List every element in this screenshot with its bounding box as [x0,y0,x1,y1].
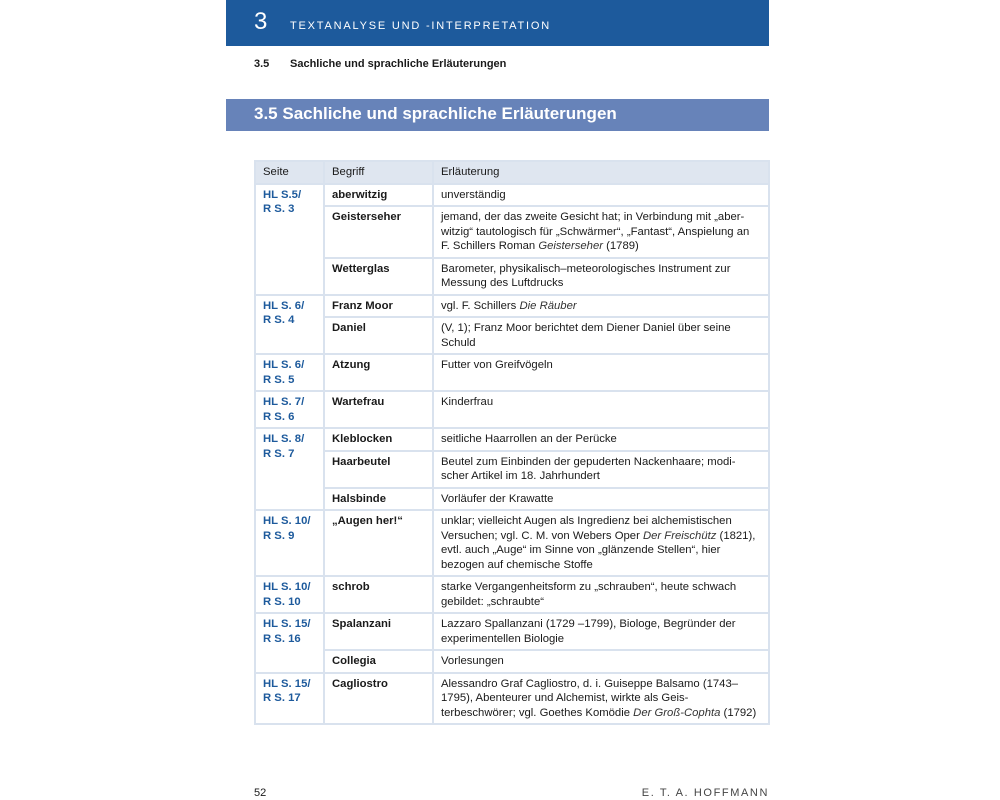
table-row [255,613,769,650]
term: „Augen her!“ [324,510,433,576]
table-row [255,317,769,354]
explanation-text: seitliche Haarrollen an der Perücke [441,433,617,445]
explanation-text: Alessandro Graf Cagliostro, d. i. Guiseppe Balsamo (1743–1795), Abenteurer und Alchemist, wirkte als Geis-terbeschwörer; vgl. Goethes Komödie [441,677,739,719]
page-reference [255,428,324,510]
explanation [433,428,769,451]
page-reference [255,295,324,355]
page-reference [255,576,324,613]
work-title: Geisterseher [538,240,603,252]
page-reference [255,673,324,725]
page-reference-hl: HL S. 6/ [263,299,305,312]
term: Wartefrau [324,391,433,428]
page-reference-hl: HL S. 6/ [263,359,305,371]
explanation-text: starke Vergangenheitsform zu „schrauben“, heute schwach gebildet: „schraubte“ [441,581,737,608]
glossary-table [254,160,770,725]
explanation-text: Vorläufer der Krawatte [441,492,554,505]
explanation [433,488,769,511]
explanation-text: Futter von Greifvögeln [441,359,553,371]
explanation-text: Beutel zum Einbinden der gepuderten Nackenhaare; modi-scher Artikel im 18. Jahrhundert [441,455,736,482]
term: Haarbeutel [324,451,433,488]
explanation [433,613,769,650]
term: Collegia [324,650,433,673]
explanation-text-continued: (1789) [602,240,639,252]
explanation-text: unklar; vielleicht Augen als Ingredienz bei alchemistischen Versuchen; vgl. C. M. von Webers Oper [441,515,732,542]
table-row [255,650,769,673]
page-reference [255,613,324,673]
section-title: 3.5 Sachliche und sprachliche Erläuterungen [254,104,617,123]
explanation-text: jemand, der das zweite Gesicht hat; in Verbindung mit „aber-witzig“ tautologisch für „Schwärmer“, „Fantast“, Anspielung an F. Schillers Roman [441,211,750,252]
page-reference-hl: HL S.5/ [263,188,302,201]
explanation-text: Barometer, physikalisch–meteorologisches Instrument zur Messung des Luftdrucks [441,262,731,289]
explanation [433,510,769,576]
running-head [254,58,506,70]
explanation-text: Lazzaro Spallanzani (1729 –1799), Biologe, Begründer der experimentellen Biologie [441,618,736,645]
table-row [255,354,769,391]
chapter-header-bar [226,0,769,46]
work-title: Der Freischütz [642,529,717,542]
page-reference-rs: R S. 9 [263,529,295,542]
explanation [433,576,769,613]
running-head-number: 3.5 [254,58,270,70]
explanation [433,673,769,725]
page-reference-hl: HL S. 15/ [263,677,311,690]
term: Cagliostro [324,673,433,725]
author-name: E. T. A. HOFFMANN [641,787,769,799]
term: Geisterseher [324,206,433,258]
explanation [433,317,769,354]
page-reference-rs: R S. 17 [263,692,301,704]
explanation-text: unverständig [441,188,506,201]
header-term: Begriff [324,161,433,184]
header-page: Seite [255,161,324,184]
term: Kleblocken [324,428,433,451]
term: schrob [324,576,433,613]
term: Franz Moor [324,295,433,318]
explanation [433,650,769,673]
term: aberwitzig [324,184,433,207]
chapter-title: TEXTANALYSE UND -INTERPRETATION [290,20,551,32]
page-reference-rs: R S. 16 [263,632,301,645]
term: Halsbinde [324,488,433,511]
table-row [255,391,769,428]
table-row [255,428,769,451]
term: Daniel [324,317,433,354]
table-row [255,295,769,318]
explanation [433,451,769,488]
page-reference-hl: HL S. 10/ [263,581,311,593]
explanation [433,391,769,428]
page-reference-rs: R S. 5 [263,373,295,386]
explanation [433,354,769,391]
table-row [255,184,769,207]
section-heading-bar [226,99,769,131]
page-reference-hl: HL S. 10/ [263,515,311,527]
page-reference-hl: HL S. 7/ [263,396,305,408]
table-row [255,488,769,511]
table-header-row [255,161,769,184]
page-reference-rs: R S. 7 [263,447,295,460]
table-row [255,451,769,488]
page-reference [255,391,324,428]
explanation-text: vgl. F. Schillers [441,299,520,312]
work-title: Der Groß-Cophta [633,706,721,719]
page-reference-rs: R S. 3 [263,203,295,215]
page-reference-hl: HL S. 15/ [263,618,311,630]
explanation-text: Vorlesungen [441,655,504,667]
term: Atzung [324,354,433,391]
table-row [255,510,769,576]
explanation-text: (V, 1); Franz Moor berichtet dem Diener Daniel über seine Schuld [441,322,731,349]
explanation [433,206,769,258]
explanation [433,184,769,207]
page-reference [255,510,324,576]
page-reference-rs: R S. 10 [263,595,301,608]
page-reference [255,184,324,295]
explanation-text: Kinderfrau [441,396,494,408]
page-reference-rs: R S. 6 [263,410,295,423]
table-row [255,206,769,258]
table-row [255,576,769,613]
term: Wetterglas [324,258,433,295]
page-reference-hl: HL S. 8/ [263,433,305,445]
header-explanation: Erläuterung [433,161,769,184]
glossary-body [255,184,769,725]
page-number: 52 [254,787,267,799]
chapter-number: 3 [254,8,268,35]
page-reference-rs: R S. 4 [263,314,295,326]
table-row [255,258,769,295]
page-reference [255,354,324,391]
table-row [255,673,769,725]
explanation [433,295,769,318]
work-title: Die Räuber [519,299,577,312]
explanation-text-continued: (1821), evtl. auch „Auge“ im Sinne von „glänzende Stellen“, hier bezogen auf chemische Stoffe [441,529,756,571]
running-head-title: Sachliche und sprachliche Erläuterungen [290,58,507,70]
explanation-text-continued: (1792) [720,706,757,719]
explanation [433,258,769,295]
term: Spalanzani [324,613,433,650]
